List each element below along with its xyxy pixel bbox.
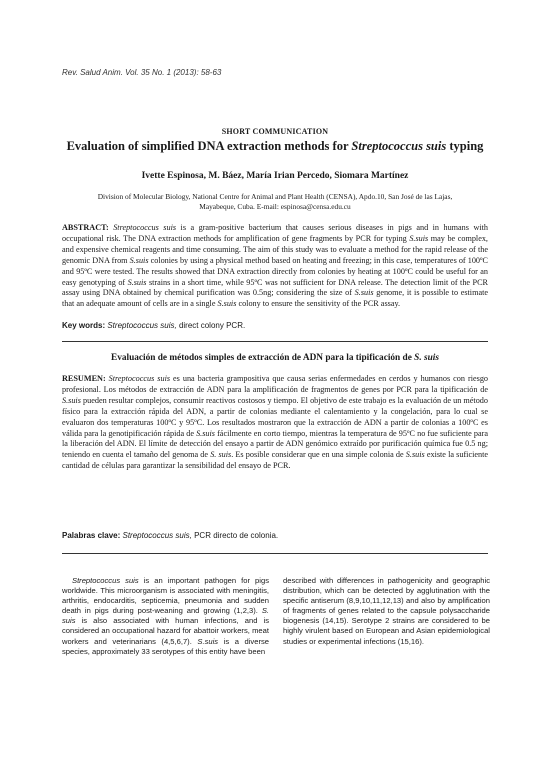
species-name: S.suis	[405, 450, 425, 460]
abstract-text: colony to ensure the sensitivity of the PCR assay.	[236, 299, 401, 309]
article-title-text: Evaluation of simplified DNA extraction methods for	[66, 139, 352, 153]
spanish-title-species: S. suis	[414, 353, 439, 363]
body-column-right: described with differences in pathogenicity and geographic distribution, which can be detected by agglutination with the specific antiserum (8,9,10,11,12,13) and also by amplification of fragments of genes related to the capsule polysaccharide biogenesis (14,15). Serotype 2 strains are considered to be highly virulent based on European and Asian epidemiological studies or experimental infections (15,16).	[283, 576, 490, 646]
resumen-text: es una bacteria grampositiva que causa serias enfermedades en cerdos y humanos con riesgo profesional. Los métodos de extracción de ADN para la amplificación de fragmentos de genes por PCR para la tipificación de	[62, 374, 489, 394]
species-name: S.suis	[62, 395, 81, 405]
species-name: S.suis	[409, 233, 429, 243]
abstract-text: genome, it is possible to estimate that an adequate amount of cells are in a single	[62, 288, 488, 309]
resumen-text: . Es posible considerar que en una simple colonia de	[231, 450, 406, 460]
species-name: S.suis	[197, 636, 219, 646]
palabras-clave	[62, 531, 488, 540]
species-name: Streptococcus suis	[108, 374, 171, 383]
palabras-clave-species: Streptococcus suis,	[120, 531, 192, 540]
keywords	[62, 321, 488, 330]
resumen-text: pueden resultar complejos, consumir reactivos costosos y tiempo. El objetivo de este trabajo es la evaluación de un método físico para la extracción rápida del ADN, a partir de colonias mediante el calentamiento y la congelación, para lo cual se evaluaron dos temperaturas 100ºC y 95ºC. Los resultados mostraron que la extracción de ADN a partir de colonias a 100ºC es válida para la genotipificación rápida de	[62, 395, 488, 438]
body-text: is an important pathogen for pigs worldwide. This microorganism is associated with meningitis, arthritis, endocarditis, septicemia, pneumonia and sudden death in pigs during post-weaning and growing (1,2,3).	[62, 576, 269, 616]
abstract	[62, 223, 488, 310]
divider	[62, 553, 488, 554]
spanish-title-text: Evaluación de métodos simples de extracción de ADN para la tipificación de	[111, 353, 415, 363]
abstract-text: colonies by using a physical method based on heating and freezing; in this case, temperatures of 100ºC and 95ºC were tested. The results showed that DNA extraction directly from colonies by heating at 100ºC could be useful for an easy genotyping of	[62, 255, 488, 287]
species-name: S.suis	[217, 299, 237, 309]
keywords-text: direct colony PCR.	[176, 321, 246, 330]
abstract-label: ABSTRACT:	[62, 223, 109, 232]
abstract-text: strains in a short time, while 95ºC was not sufficient for DNA release. The detection limit of the PCR assay using DNA obtained by chemical purification was 0.5ng; considering the size of	[62, 277, 488, 298]
species-name: S.suis	[129, 255, 149, 265]
article-type: SHORT COMMUNICATION	[221, 127, 329, 136]
resumen	[62, 374, 488, 472]
abstract-text: may be complex, and expensive chemical reagents and time consuming. The aim of this study was to evaluate a method for the rapid release of the genomic DNA from	[62, 233, 488, 265]
species-name: S.suis	[354, 288, 374, 298]
article-title-end: typing	[446, 139, 484, 153]
affiliation	[60, 192, 490, 212]
palabras-clave-text: PCR directo de colonia.	[191, 531, 279, 540]
body-text: is a diverse species, approximately 33 serotypes of this entity have been	[62, 636, 269, 656]
resumen-label: RESUMEN:	[62, 374, 106, 383]
affiliation-line: Division of Molecular Biology, National Centre for Animal and Plant Health (CENSA), Apdo.10, San José de las Lajas,	[97, 192, 453, 201]
author-list: Ivette Espinosa, M. Báez, María Irian Percedo, Siomara Martínez	[141, 171, 409, 181]
species-name: S.suis	[127, 277, 147, 287]
species-name: Streptococcus suis	[113, 223, 177, 232]
article-title	[40, 139, 510, 154]
species-name: S. suis	[210, 450, 232, 460]
journal-citation: Rev. Salud Anim. Vol. 35 No. 1 (2013): 58-63	[62, 68, 222, 77]
resumen-text: fácilmente en corto tiempo, mientras la temperatura de 95ºC no fue suficiente para la liberación del ADN. El límite de detección del ensayo a partir de ADN genómico extraído por purificación química fue 0.5 ng; teniendo en cuenta el tamaño del genoma de	[62, 428, 488, 460]
keywords-label: Key words:	[62, 321, 106, 330]
body-text: is also associated with human infections, and is considered an occupational hazard for abattoir workers, meat workers and veterinarians (4,5,6,7).	[62, 616, 269, 646]
species-name: S.suis	[196, 428, 215, 438]
divider	[62, 341, 488, 342]
keywords-species: Streptococcus suis,	[105, 321, 177, 330]
resumen-text: existe la suficiente cantidad de células para garantizar la sensibilidad del ensayo de PCR.	[62, 450, 488, 471]
spanish-title	[40, 353, 510, 363]
species-name: S. suis	[62, 606, 269, 626]
palabras-clave-label: Palabras clave:	[62, 531, 121, 540]
abstract-text: is a gram-positive bacterium that causes serious diseases in pigs and in humans with occupational risk. The DNA extraction methods for amplification of gene fragments by PCR for typing	[62, 223, 488, 243]
affiliation-line: Mayabeque, Cuba. E-mail: espinosa@censa.edu.cu	[199, 202, 351, 211]
species-name: Streptococcus suis	[72, 576, 139, 585]
body-column-left	[62, 576, 269, 657]
article-title-species: Streptococcus suis	[351, 139, 447, 153]
